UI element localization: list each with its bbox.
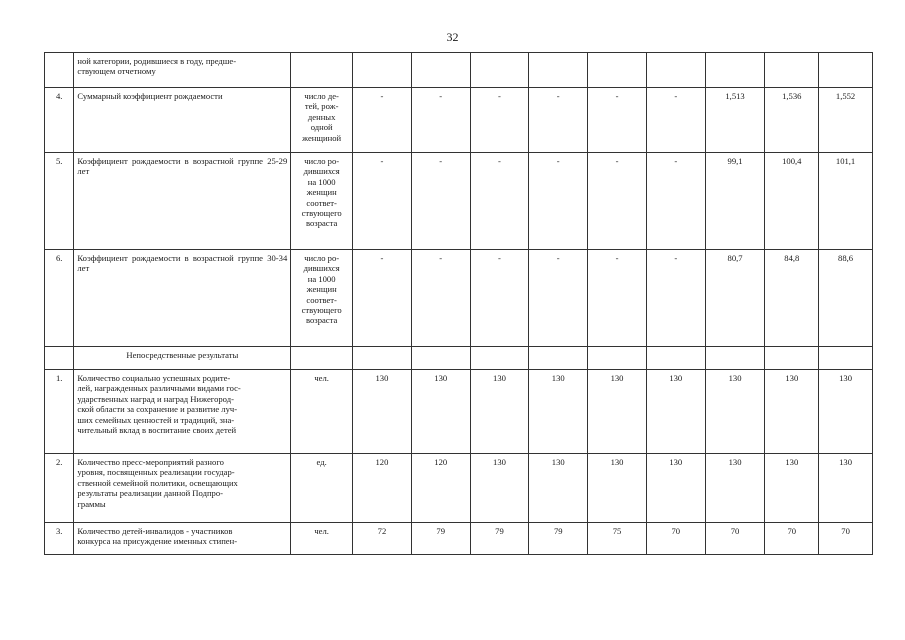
row-number [45,454,74,523]
value-cell [411,523,470,555]
value-cell-text: 1,536 [782,91,802,101]
value-cell [765,53,819,88]
value-cell [646,250,705,347]
value-cell [470,523,529,555]
value-cell-text: 130 [669,373,683,383]
value-cell-text: 101,1 [835,156,856,166]
value-cell [588,250,647,347]
value-cell [646,88,705,153]
unit-of-measure [291,88,353,153]
value-cell [588,370,647,454]
page-number: 32 [446,30,459,44]
value-cell-text: 130 [785,373,799,383]
value-cell-text: - [439,91,443,101]
value-cell [646,523,705,555]
value-cell [646,153,705,250]
value-cell-text: 70 [841,526,850,536]
value-cell [411,454,470,523]
value-cell-text: - [615,91,619,101]
row-number [45,523,74,555]
value-cell [588,454,647,523]
indicator-name [74,370,291,454]
value-cell [353,53,412,88]
value-cell [470,370,529,454]
indicator-name [74,88,291,153]
value-cell [353,250,412,347]
indicator-name [74,250,291,347]
value-cell [529,53,588,88]
value-cell-text: - [439,156,443,166]
value-cell-text: 120 [434,457,448,467]
row-number [45,347,74,370]
value-cell [705,347,765,370]
value-cell [588,347,647,370]
indicator-name-text: Коэффициент рождаемости в возрастной группе 25-29 лет [77,156,288,177]
value-cell [353,88,412,153]
table-row [45,153,873,250]
value-cell-text: 130 [728,373,742,383]
unit-of-measure [291,250,353,347]
unit-of-measure [291,153,353,250]
value-cell [765,454,819,523]
value-cell [765,153,819,250]
value-cell [588,53,647,88]
value-cell-text: 130 [551,457,565,467]
value-cell [529,347,588,370]
value-cell-text: 100,4 [782,156,802,166]
value-cell [819,454,873,523]
indicator-name-text: ной категории, родившиеся в году, предше- ствующем отчетному [77,56,237,77]
indicator-name [74,454,291,523]
value-cell [705,454,765,523]
value-cell [765,370,819,454]
value-cell-text: 130 [785,457,799,467]
row-number [45,53,74,88]
value-cell [588,523,647,555]
indicator-name-text: Количество детей-инвалидов - участников конкурса на присуждение именных стипен- [77,526,238,547]
value-cell-text: 130 [728,457,742,467]
value-cell [529,153,588,250]
value-cell [705,153,765,250]
row-number-text: 4. [55,91,63,101]
value-cell [819,347,873,370]
value-cell [470,454,529,523]
value-cell [529,454,588,523]
table-row [45,53,873,88]
value-cell [705,523,765,555]
value-cell-text: - [674,253,678,263]
unit-of-measure-text: чел. [314,526,329,536]
value-cell-text: - [380,253,384,263]
value-cell [411,370,470,454]
value-cell-text: 88,6 [838,253,854,263]
value-cell [411,88,470,153]
row-number [45,88,74,153]
value-cell-text: - [556,91,560,101]
value-cell-text: 79 [495,526,504,536]
row-number-text: 6. [55,253,63,263]
value-cell [765,88,819,153]
unit-of-measure [291,523,353,555]
unit-of-measure-text: число де- тей, рож- денных одной женщиной [302,91,342,143]
value-cell-text: 130 [493,457,506,467]
value-cell-text: 79 [436,526,445,536]
table-row [45,88,873,153]
value-cell [819,53,873,88]
value-cell-text: 99,1 [727,156,743,166]
value-cell [529,370,588,454]
value-cell-text: 70 [787,526,797,536]
table-row [45,454,873,523]
value-cell [353,454,412,523]
value-cell [411,347,470,370]
indicator-name-text: Количество социально успешных родите- лей, награжденных различными видами гос- ударственных наград и наград Нижегород- ской области за сохранение и развитие луч- ших семейных ценностей и традиций, зна- чительный вклад в воспитание своих детей [77,373,241,436]
value-cell-text: 80,7 [727,253,743,263]
value-cell [588,153,647,250]
value-cell-text: 130 [375,373,389,383]
value-cell [765,250,819,347]
row-number [45,250,74,347]
section-title-text: Непосредственные результаты [126,350,239,360]
value-cell-text: 130 [669,457,683,467]
table-row [45,523,873,555]
table-row [45,370,873,454]
indicator-name [74,523,291,555]
value-cell-text: - [498,91,501,101]
value-cell-text: 130 [839,457,853,467]
value-cell [705,370,765,454]
value-cell [529,88,588,153]
value-cell [646,454,705,523]
value-cell-text: 70 [671,526,681,536]
value-cell [819,250,873,347]
value-cell [819,523,873,555]
value-cell-text: - [615,156,619,166]
unit-of-measure-text: ед. [316,457,327,467]
value-cell-text: 75 [612,526,622,536]
value-cell [819,153,873,250]
value-cell [470,347,529,370]
value-cell-text: 130 [610,457,624,467]
value-cell-text: - [498,156,501,166]
value-cell-text: 72 [377,526,387,536]
value-cell [411,153,470,250]
unit-of-measure [291,347,353,370]
table-row [45,250,873,347]
value-cell [765,347,819,370]
value-cell [353,523,412,555]
unit-of-measure [291,53,353,88]
unit-of-measure-text: число ро- дившихся на 1000 женщин соответ- ствующего возраста [301,253,342,326]
value-cell-text: 84,8 [784,253,800,263]
value-cell [353,347,412,370]
value-cell [646,370,705,454]
value-cell-text: - [498,253,501,263]
value-cell-text: - [615,253,619,263]
value-cell-text: 70 [730,526,740,536]
value-cell-text: 130 [434,373,448,383]
value-cell-text: 79 [553,526,563,536]
value-cell [529,523,588,555]
value-cell [353,370,412,454]
indicators-table [44,52,873,555]
value-cell-text: 130 [493,373,506,383]
value-cell [819,88,873,153]
value-cell-text: - [380,91,384,101]
unit-of-measure-text: чел. [314,373,329,383]
value-cell [470,153,529,250]
indicator-name [74,153,291,250]
value-cell [646,347,705,370]
row-number-text: 3. [55,526,63,536]
value-cell [705,250,765,347]
section-title [74,347,291,370]
row-number [45,370,74,454]
value-cell-text: 130 [610,373,624,383]
value-cell-text: - [556,156,560,166]
value-cell-text: 1,513 [725,91,745,101]
value-cell-text: - [556,253,560,263]
value-cell [470,53,529,88]
value-cell [705,88,765,153]
value-cell [705,53,765,88]
section-row [45,347,873,370]
value-cell-text: 130 [839,373,853,383]
indicator-name-text: Коэффициент рождаемости в возрастной группе 30-34 лет [77,253,288,274]
value-cell-text: 120 [375,457,389,467]
value-cell [470,250,529,347]
value-cell [765,523,819,555]
row-number-text: 5. [55,156,63,166]
value-cell [470,88,529,153]
row-number [45,153,74,250]
value-cell-text: - [674,156,678,166]
value-cell [411,250,470,347]
indicator-name-text: Суммарный коэффициент рождаемости [77,91,223,101]
indicator-name-text: Количество пресс-мероприятий разного уровня, посвященных реализации государ- ственной семейной политики, освещающих результаты реализации данной Подпро- граммы [77,457,238,509]
value-cell [588,88,647,153]
unit-of-measure-text: число ро- дившихся на 1000 женщин соответ- ствующего возраста [301,156,342,229]
row-number-text: 2. [55,457,63,467]
value-cell [529,250,588,347]
row-number-text: 1. [55,373,63,383]
value-cell-text: 1,552 [835,91,856,101]
value-cell [411,53,470,88]
value-cell-text: - [674,91,678,101]
value-cell-text: 130 [551,373,565,383]
unit-of-measure [291,370,353,454]
unit-of-measure [291,454,353,523]
indicator-name [74,53,291,88]
value-cell-text: - [439,253,443,263]
value-cell [353,153,412,250]
value-cell-text: - [380,156,384,166]
value-cell [819,370,873,454]
value-cell [646,53,705,88]
